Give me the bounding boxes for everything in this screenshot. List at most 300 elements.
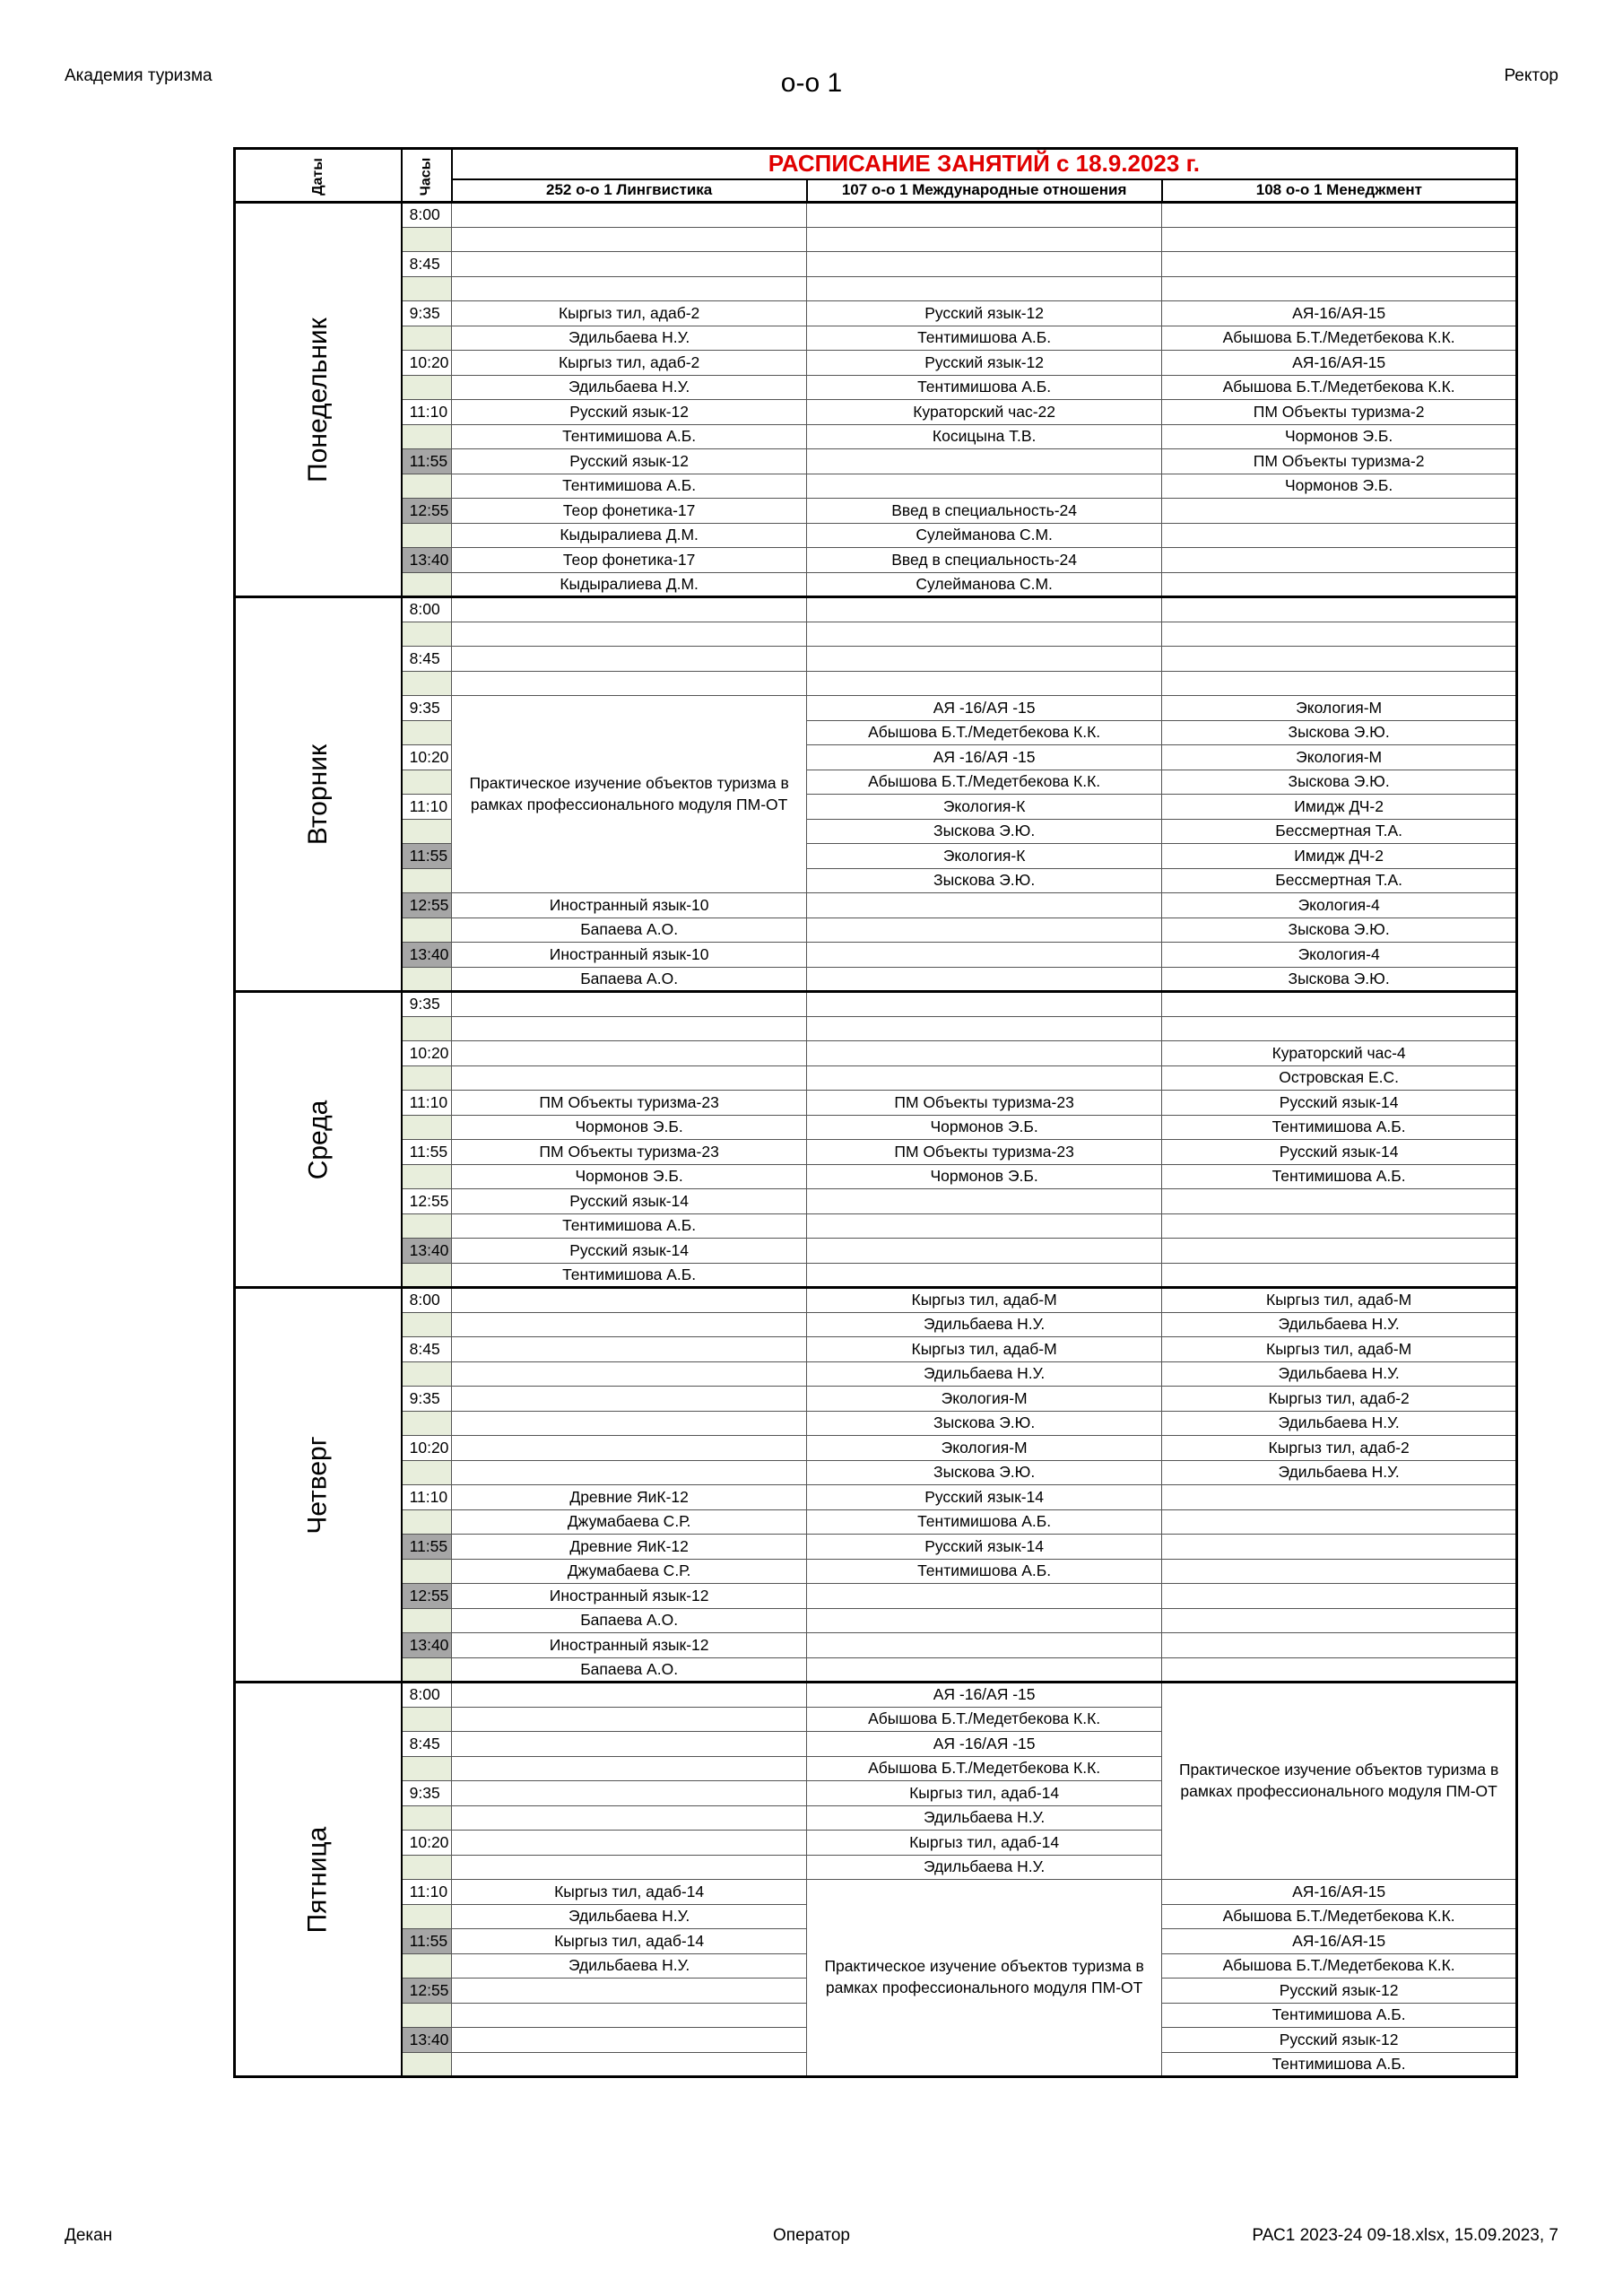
schedule-cell: Абышова Б.Т./Медетбекова К.К. [807, 720, 1162, 745]
schedule-cell: Кыргыз тил, адаб-14 [807, 1781, 1162, 1806]
schedule-cell [452, 2003, 807, 2028]
time-cell [402, 1312, 452, 1337]
schedule-cell [452, 992, 807, 1017]
schedule-cell [1162, 1509, 1517, 1535]
schedule-cell: Тентимишова А.Б. [1162, 2052, 1517, 2077]
time-cell: 12:55 [402, 1584, 452, 1609]
schedule-cell: Тентимишова А.Б. [1162, 2003, 1517, 2028]
time-cell [402, 1608, 452, 1633]
schedule-cell [807, 1213, 1162, 1239]
schedule-cell [452, 1411, 807, 1436]
time-cell [402, 523, 452, 548]
schedule-cell [452, 1065, 807, 1091]
schedule-cell [1162, 647, 1517, 672]
schedule-cell [807, 252, 1162, 277]
time-cell [402, 918, 452, 943]
schedule-cell: Тентимишова А.Б. [807, 375, 1162, 400]
schedule-row [235, 622, 1517, 647]
schedule-cell: Кыдыралиева Д.М. [452, 523, 807, 548]
time-cell: 9:35 [402, 1781, 452, 1806]
schedule-title: РАСПИСАНИЕ ЗАНЯТИЙ с 18.9.2023 г. [452, 149, 1517, 179]
time-cell: 9:35 [402, 696, 452, 721]
schedule-cell [1162, 548, 1517, 573]
time-cell [402, 1411, 452, 1436]
time-cell [402, 1707, 452, 1732]
schedule-cell [1162, 1584, 1517, 1609]
time-cell [402, 1805, 452, 1831]
schedule-row [235, 351, 1517, 376]
schedule-row [235, 203, 1517, 228]
schedule-row [235, 868, 1517, 893]
schedule-cell: Древние ЯиК-12 [452, 1485, 807, 1510]
schedule-cell: Эдильбаева Н.У. [452, 326, 807, 351]
schedule-cell [807, 203, 1162, 228]
time-cell: 11:10 [402, 795, 452, 820]
time-cell [402, 1904, 452, 1929]
schedule-cell [807, 1633, 1162, 1658]
operator-label: Оператор [773, 2226, 850, 2245]
schedule-cell [1162, 597, 1517, 622]
schedule-row [235, 1189, 1517, 1214]
schedule-cell: Эдильбаева Н.У. [807, 1361, 1162, 1387]
schedule-cell: Кыргыз тил, адаб-М [1162, 1288, 1517, 1313]
schedule-cell: ПМ Объекты туризма-2 [1162, 449, 1517, 474]
time-cell: 9:35 [402, 301, 452, 326]
schedule-row [235, 1164, 1517, 1189]
schedule-row [235, 1559, 1517, 1584]
day-label: Понедельник [235, 203, 402, 597]
time-cell: 11:10 [402, 1091, 452, 1116]
time-cell: 10:20 [402, 351, 452, 376]
schedule-cell [1162, 1485, 1517, 1510]
schedule-cell: АЯ -16/АЯ -15 [807, 1732, 1162, 1757]
time-cell [402, 1361, 452, 1387]
schedule-row [235, 1213, 1517, 1239]
schedule-row [235, 474, 1517, 499]
time-cell: 11:10 [402, 400, 452, 425]
schedule-cell: Русский язык-12 [1162, 2028, 1517, 2053]
schedule-cell: Кыргыз тил, адаб-М [1162, 1337, 1517, 1362]
schedule-cell: Зыскова Э.Ю. [1162, 967, 1517, 992]
schedule-cell: Эдильбаева Н.У. [452, 375, 807, 400]
schedule-cell: Чормонов Э.Б. [452, 1164, 807, 1189]
time-cell [402, 2052, 452, 2077]
time-cell [402, 967, 452, 992]
schedule-cell [452, 1387, 807, 1412]
schedule-cell: Русский язык-14 [1162, 1140, 1517, 1165]
schedule-cell [1162, 523, 1517, 548]
schedule-cell: Кыргыз тил, адаб-14 [452, 1880, 807, 1905]
schedule-row [235, 597, 1517, 622]
time-cell [402, 1115, 452, 1140]
schedule-cell [807, 967, 1162, 992]
schedule-cell: Бапаева А.О. [452, 918, 807, 943]
file-info: РАС1 2023-24 09-18.xlsx, 15.09.2023, 7 [1252, 2226, 1558, 2245]
schedule-cell [807, 918, 1162, 943]
schedule-cell: АЯ -16/АЯ -15 [807, 696, 1162, 721]
schedule-cell: Экология-М [1162, 696, 1517, 721]
schedule-row [235, 671, 1517, 696]
day-label: Пятница [235, 1683, 402, 2077]
schedule-cell: Имидж ДЧ-2 [1162, 844, 1517, 869]
schedule-cell: Абышова Б.Т./Медетбекова К.К. [807, 1707, 1162, 1732]
schedule-cell: Русский язык-14 [452, 1189, 807, 1214]
schedule-row [235, 252, 1517, 277]
schedule-cell [452, 1016, 807, 1041]
schedule-cell [807, 992, 1162, 1017]
schedule-cell: Бапаева А.О. [452, 1657, 807, 1683]
schedule-cell: АЯ-16/АЯ-15 [1162, 301, 1517, 326]
schedule-cell: Джумабаева С.Р. [452, 1559, 807, 1584]
schedule-cell [1162, 1263, 1517, 1288]
schedule-cell [807, 1189, 1162, 1214]
schedule-cell: Бапаева А.О. [452, 1608, 807, 1633]
schedule-cell: Косицына Т.В. [807, 424, 1162, 449]
schedule-row [235, 1436, 1517, 1461]
schedule-cell [1162, 1189, 1517, 1214]
day-label: Вторник [235, 597, 402, 992]
schedule-cell: Русский язык-14 [452, 1239, 807, 1264]
schedule-cell: Кыргыз тил, адаб-2 [452, 301, 807, 326]
schedule-cell: Зыскова Э.Ю. [807, 868, 1162, 893]
schedule-cell: Чормонов Э.Б. [807, 1164, 1162, 1189]
schedule-cell: Тентимишова А.Б. [1162, 1164, 1517, 1189]
schedule-cell: Экология-4 [1162, 893, 1517, 918]
time-cell: 10:20 [402, 1041, 452, 1066]
schedule-row [235, 1337, 1517, 1362]
schedule-cell: Кыргыз тил, адаб-14 [807, 1831, 1162, 1856]
schedule-cell [1162, 227, 1517, 252]
time-cell: 11:55 [402, 449, 452, 474]
schedule-row [235, 1387, 1517, 1412]
schedule-cell [1162, 622, 1517, 647]
schedule-cell: АЯ -16/АЯ -15 [807, 745, 1162, 770]
schedule-row [235, 1239, 1517, 1264]
schedule-row [235, 1091, 1517, 1116]
schedule-cell [1162, 252, 1517, 277]
time-cell [402, 1213, 452, 1239]
time-cell [402, 1016, 452, 1041]
schedule-cell [807, 276, 1162, 301]
schedule-cell: Кураторский час-4 [1162, 1041, 1517, 1066]
schedule-cell: Русский язык-14 [807, 1485, 1162, 1510]
schedule-cell [452, 1041, 807, 1066]
time-cell [402, 770, 452, 795]
schedule-row [235, 499, 1517, 524]
time-cell [402, 819, 452, 844]
schedule-cell: Бессмертная Т.А. [1162, 819, 1517, 844]
schedule-cell: Экология-М [1162, 745, 1517, 770]
schedule-cell: Экология-К [807, 795, 1162, 820]
schedule-cell: Тентимишова А.Б. [452, 474, 807, 499]
schedule-cell: Кыргыз тил, адаб-2 [1162, 1387, 1517, 1412]
time-cell: 11:10 [402, 1880, 452, 1905]
schedule-cell: Сулейманова С.М. [807, 523, 1162, 548]
schedule-cell: Эдильбаева Н.У. [1162, 1361, 1517, 1387]
schedule-cell: Эдильбаева Н.У. [1162, 1312, 1517, 1337]
schedule-cell: АЯ-16/АЯ-15 [1162, 351, 1517, 376]
schedule-row [235, 326, 1517, 351]
schedule-cell: Тентимишова А.Б. [452, 1213, 807, 1239]
schedule-row [235, 647, 1517, 672]
schedule-cell: ПМ Объекты туризма-23 [807, 1140, 1162, 1165]
schedule-cell [452, 1683, 807, 1708]
schedule-cell: Зыскова Э.Ю. [1162, 720, 1517, 745]
schedule-row [235, 943, 1517, 968]
schedule-cell: Абышова Б.Т./Медетбекова К.К. [1162, 326, 1517, 351]
time-cell [402, 326, 452, 351]
time-cell [402, 572, 452, 597]
schedule-cell [1162, 1633, 1517, 1658]
schedule-cell [1162, 203, 1517, 228]
schedule-cell [807, 1584, 1162, 1609]
time-cell: 10:20 [402, 1436, 452, 1461]
schedule-cell: Абышова Б.Т./Медетбекова К.К. [807, 770, 1162, 795]
schedule-cell: Русский язык-12 [1162, 1979, 1517, 2004]
schedule-row [235, 745, 1517, 770]
schedule-cell [807, 943, 1162, 968]
schedule-cell [1162, 1016, 1517, 1041]
time-cell: 12:55 [402, 499, 452, 524]
time-cell [402, 720, 452, 745]
schedule-cell [452, 252, 807, 277]
time-cell [402, 1263, 452, 1288]
schedule-row [235, 819, 1517, 844]
schedule-cell [452, 1337, 807, 1362]
day-label: Четверг [235, 1288, 402, 1683]
schedule-cell: ПМ Объекты туризма-2 [1162, 400, 1517, 425]
dean-label: Декан [65, 2226, 113, 2245]
schedule-cell: Русский язык-12 [452, 449, 807, 474]
schedule-cell [452, 1436, 807, 1461]
schedule-cell: Кураторский час-22 [807, 400, 1162, 425]
day-label: Среда [235, 992, 402, 1288]
schedule-cell [452, 1288, 807, 1313]
schedule-row [235, 375, 1517, 400]
schedule-cell [807, 227, 1162, 252]
schedule-cell [807, 1657, 1162, 1683]
time-cell: 13:40 [402, 1239, 452, 1264]
schedule-cell: Абышова Б.Т./Медетбекова К.К. [1162, 375, 1517, 400]
schedule-cell: Экология-4 [1162, 943, 1517, 968]
time-cell: 8:45 [402, 1732, 452, 1757]
schedule-cell: Чормонов Э.Б. [1162, 424, 1517, 449]
time-cell [402, 375, 452, 400]
schedule-row [235, 1880, 1517, 1905]
schedule-cell: ПМ Объекты туризма-23 [807, 1091, 1162, 1116]
schedule-cell: ПМ Объекты туризма-23 [452, 1091, 807, 1116]
schedule-cell: Островская Е.С. [1162, 1065, 1517, 1091]
schedule-cell: Русский язык-12 [807, 301, 1162, 326]
schedule-cell [452, 597, 807, 622]
schedule-cell [1162, 1213, 1517, 1239]
schedule-cell [807, 647, 1162, 672]
time-cell: 9:35 [402, 1387, 452, 1412]
schedule-cell: Введ в специальность-24 [807, 548, 1162, 573]
time-cell: 12:55 [402, 1189, 452, 1214]
schedule-cell: Теор фонетика-17 [452, 499, 807, 524]
schedule-cell [807, 1608, 1162, 1633]
schedule-cell: АЯ-16/АЯ-15 [1162, 1929, 1517, 1954]
schedule-row [235, 1016, 1517, 1041]
schedule-row [235, 992, 1517, 1017]
schedule-cell: Зыскова Э.Ю. [807, 1411, 1162, 1436]
schedule-cell [452, 227, 807, 252]
time-cell [402, 1559, 452, 1584]
schedule-cell [807, 893, 1162, 918]
time-cell: 10:20 [402, 1831, 452, 1856]
schedule-cell: Бапаева А.О. [452, 967, 807, 992]
schedule-cell: Сулейманова С.М. [807, 572, 1162, 597]
schedule-cell: Древние ЯиК-12 [452, 1535, 807, 1560]
schedule-cell: Русский язык-12 [807, 351, 1162, 376]
schedule-row [235, 400, 1517, 425]
time-cell: 12:55 [402, 893, 452, 918]
schedule-cell [1162, 1559, 1517, 1584]
practice-block: Практическое изучение объектов туризма в рамках профессионального модуля ПМ-ОТ [807, 1880, 1162, 2077]
hours-header: Часы [402, 149, 452, 203]
schedule-row [235, 276, 1517, 301]
time-cell: 9:35 [402, 992, 452, 1017]
schedule-row [235, 1041, 1517, 1066]
schedule-cell [807, 622, 1162, 647]
time-cell [402, 1460, 452, 1485]
time-cell: 11:55 [402, 1535, 452, 1560]
schedule-cell [1162, 1657, 1517, 1683]
schedule-cell: Иностранный язык-10 [452, 893, 807, 918]
schedule-cell: Зыскова Э.Ю. [807, 1460, 1162, 1485]
schedule-cell [807, 449, 1162, 474]
sheet-title: о-о 1 [780, 68, 843, 98]
schedule-row [235, 548, 1517, 573]
schedule-cell [807, 1016, 1162, 1041]
time-cell [402, 1065, 452, 1091]
time-cell: 11:55 [402, 844, 452, 869]
schedule-cell: Тентимишова А.Б. [452, 1263, 807, 1288]
time-cell [402, 671, 452, 696]
schedule-cell [1162, 499, 1517, 524]
time-cell [402, 1953, 452, 1979]
schedule-row [235, 1633, 1517, 1658]
dates-header: Даты [235, 149, 402, 203]
schedule-cell: Русский язык-12 [452, 400, 807, 425]
time-cell: 13:40 [402, 943, 452, 968]
time-cell: 8:00 [402, 1683, 452, 1708]
group-header-linguistics: 252 о-о 1 Лингвистика [452, 179, 807, 203]
schedule-row [235, 301, 1517, 326]
time-cell: 10:20 [402, 745, 452, 770]
schedule-cell [452, 2028, 807, 2053]
schedule-cell [807, 1065, 1162, 1091]
schedule-cell: ПМ Объекты туризма-23 [452, 1140, 807, 1165]
schedule-row [235, 1608, 1517, 1633]
schedule-cell [807, 1263, 1162, 1288]
time-cell: 8:45 [402, 252, 452, 277]
schedule-cell [452, 1732, 807, 1757]
schedule-cell [807, 671, 1162, 696]
schedule-cell: АЯ -16/АЯ -15 [807, 1683, 1162, 1708]
time-cell: 8:45 [402, 1337, 452, 1362]
schedule-cell [452, 622, 807, 647]
time-cell: 13:40 [402, 2028, 452, 2053]
schedule-row [235, 1509, 1517, 1535]
schedule-row [235, 844, 1517, 869]
schedule-cell [452, 2052, 807, 2077]
schedule-cell: Эдильбаева Н.У. [452, 1953, 807, 1979]
schedule-cell: Экология-К [807, 844, 1162, 869]
schedule-cell: Чормонов Э.Б. [452, 1115, 807, 1140]
schedule-row [235, 1683, 1517, 1708]
time-cell: 8:00 [402, 203, 452, 228]
schedule-cell [1162, 572, 1517, 597]
schedule-row [235, 967, 1517, 992]
schedule-cell: Зыскова Э.Ю. [807, 819, 1162, 844]
schedule-cell: Тентимишова А.Б. [807, 1559, 1162, 1584]
time-cell [402, 1509, 452, 1535]
schedule-cell [452, 1855, 807, 1880]
time-cell [402, 1164, 452, 1189]
schedule-cell [807, 474, 1162, 499]
schedule-cell: Чормонов Э.Б. [1162, 474, 1517, 499]
group-header-management: 108 о-о 1 Менеджмент [1162, 179, 1517, 203]
schedule-cell [452, 1756, 807, 1781]
schedule-row [235, 1584, 1517, 1609]
schedule-cell: Эдильбаева Н.У. [452, 1904, 807, 1929]
time-cell [402, 1855, 452, 1880]
schedule-row [235, 1312, 1517, 1337]
time-cell [402, 2003, 452, 2028]
time-cell: 13:40 [402, 1633, 452, 1658]
schedule-cell [1162, 1239, 1517, 1264]
schedule-cell: Тентимишова А.Б. [807, 1509, 1162, 1535]
schedule-cell: Тентимишова А.Б. [452, 424, 807, 449]
schedule-cell: Эдильбаева Н.У. [807, 1312, 1162, 1337]
schedule-cell [452, 1361, 807, 1387]
schedule-row [235, 893, 1517, 918]
academy-name: Академия туризма [65, 66, 213, 85]
schedule-row [235, 1140, 1517, 1165]
schedule-cell: Теор фонетика-17 [452, 548, 807, 573]
schedule-cell: АЯ-16/АЯ-15 [1162, 1880, 1517, 1905]
schedule-cell: Абышова Б.Т./Медетбекова К.К. [1162, 1904, 1517, 1929]
schedule-cell: Иностранный язык-12 [452, 1633, 807, 1658]
schedule-cell [1162, 1608, 1517, 1633]
schedule-cell: Эдильбаева Н.У. [807, 1805, 1162, 1831]
schedule-row [235, 770, 1517, 795]
schedule-cell: Экология-М [807, 1436, 1162, 1461]
schedule-row [235, 1065, 1517, 1091]
time-cell: 11:55 [402, 1140, 452, 1165]
schedule-cell: Тентимишова А.Б. [807, 326, 1162, 351]
time-cell: 11:10 [402, 1485, 452, 1510]
schedule-row [235, 696, 1517, 721]
schedule-cell [452, 276, 807, 301]
schedule-cell [452, 1707, 807, 1732]
schedule-cell: Кыдыралиева Д.М. [452, 572, 807, 597]
schedule-cell: Введ в специальность-24 [807, 499, 1162, 524]
schedule-cell: Имидж ДЧ-2 [1162, 795, 1517, 820]
practice-block: Практическое изучение объектов туризма в рамках профессионального модуля ПМ-ОТ [1162, 1683, 1517, 1880]
schedule-cell [452, 1805, 807, 1831]
schedule-cell: Иностранный язык-12 [452, 1584, 807, 1609]
schedule-cell: Русский язык-14 [1162, 1091, 1517, 1116]
schedule-row [235, 1263, 1517, 1288]
schedule-cell: Джумабаева С.Р. [452, 1509, 807, 1535]
schedule-cell: Кыргыз тил, адаб-М [807, 1337, 1162, 1362]
schedule-cell [1162, 276, 1517, 301]
schedule-cell: Чормонов Э.Б. [807, 1115, 1162, 1140]
time-cell: 13:40 [402, 548, 452, 573]
